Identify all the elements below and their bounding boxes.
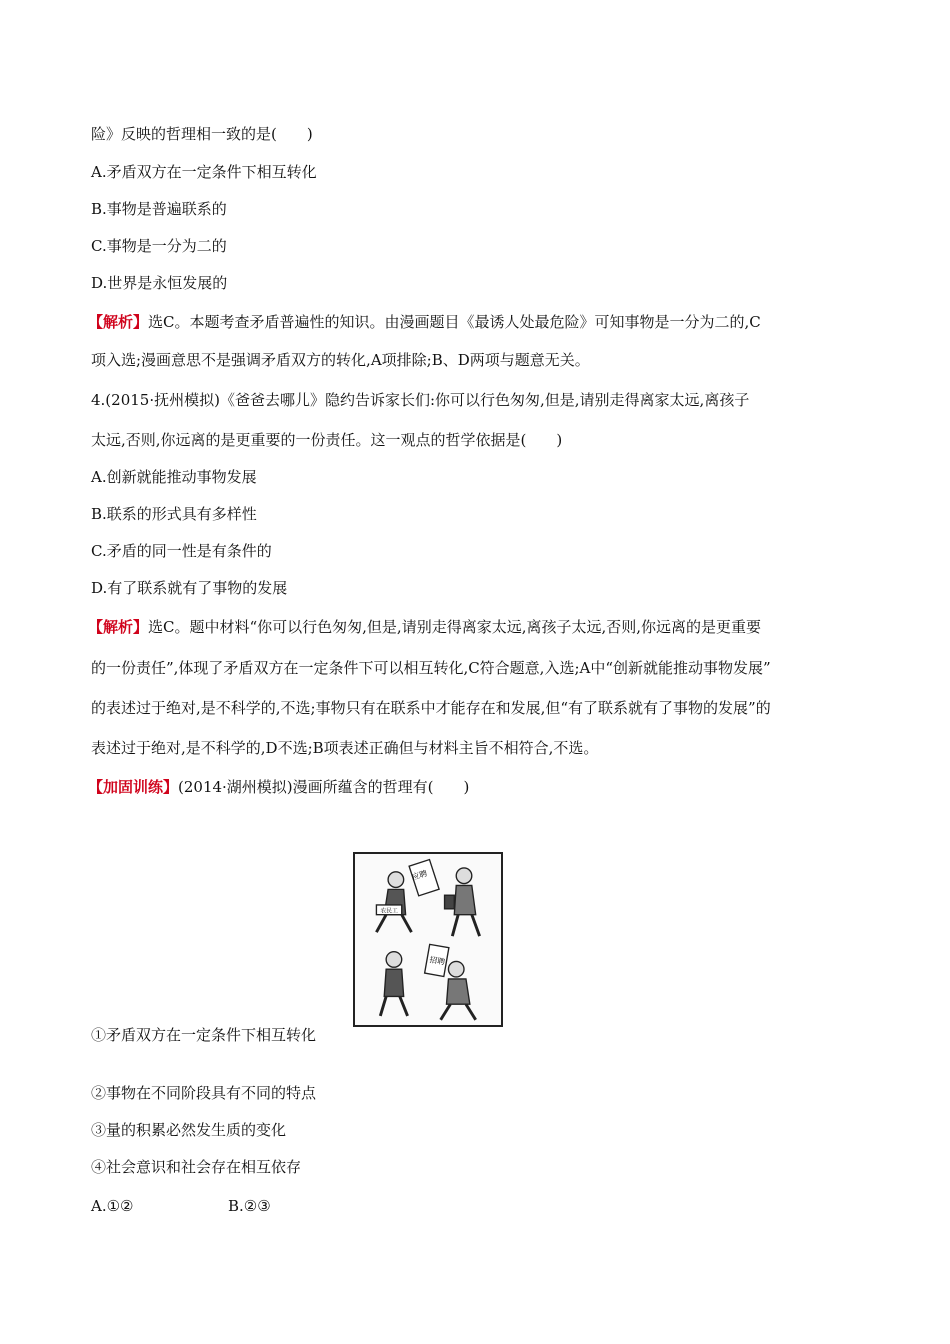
q3-option-b: B.事物是普遍联系的 bbox=[91, 200, 227, 218]
extra-option-b: B.②③ bbox=[228, 1197, 271, 1215]
extra-item-1: ①矛盾双方在一定条件下相互转化 bbox=[91, 1026, 317, 1044]
q3-option-a: A.矛盾双方在一定条件下相互转化 bbox=[91, 163, 317, 181]
q4-option-d: D.有了联系就有了事物的发展 bbox=[91, 579, 288, 597]
q3-option-c: C.事物是一分为二的 bbox=[91, 237, 227, 255]
q4-stem-line-1: 4.(2015·抚州模拟)《爸爸去哪儿》隐约告诉家长们:你可以行色匆匆,但是,请别走得离家太远,离孩子 bbox=[91, 391, 750, 409]
analysis-text: 选C。本题考查矛盾普遍性的知识。由漫画题目《最诱人处最危险》可知事物是一分为二的,C bbox=[148, 313, 761, 331]
sign-top-text: 应聘 bbox=[410, 868, 429, 882]
q3-stem-end: 险》反映的哲理相一致的是( ) bbox=[91, 125, 313, 143]
q4-analysis-line-2: 的一份责任”,体现了矛盾双方在一定条件下可以相互转化,C符合题意,入选;A中“创新就能推动事物发展” bbox=[91, 659, 771, 677]
q4-analysis-line-1 bbox=[88, 617, 761, 637]
extra-option-a: A.①② bbox=[91, 1197, 134, 1215]
cartoon-image bbox=[353, 852, 503, 1027]
analysis-tag: 【解析】 bbox=[88, 313, 149, 331]
q4-stem-line-2: 太远,否则,你远离的是更重要的一份责任。这一观点的哲学依据是( ) bbox=[91, 431, 563, 449]
extra-item-4: ④社会意识和社会存在相互依存 bbox=[91, 1158, 302, 1176]
q3-analysis-line-1 bbox=[88, 312, 761, 332]
q4-option-a: A.创新就能推动事物发展 bbox=[91, 468, 257, 486]
q4-analysis-line-3: 的表述过于绝对,是不科学的,不选;事物只有在联系中才能存在和发展,但“有了联系就有了事物的发展”的 bbox=[91, 699, 771, 717]
analysis-tag: 【解析】 bbox=[88, 618, 149, 636]
analysis-text: 选C。题中材料“你可以行色匆匆,但是,请别走得离家太远,离孩子太远,否则,你远离的是更重要 bbox=[148, 618, 762, 636]
extra-stem-text: (2014·湖州模拟)漫画所蕴含的哲理有( ) bbox=[178, 778, 470, 796]
q3-analysis-line-2: 项入选;漫画意思不是强调矛盾双方的转化,A项排除;B、D两项与题意无关。 bbox=[91, 351, 590, 369]
extra-tag: 【加固训练】 bbox=[88, 778, 179, 796]
q4-analysis-line-4: 表述过于绝对,是不科学的,D不选;B项表述正确但与材料主旨不相符合,不选。 bbox=[91, 739, 599, 757]
top-scene bbox=[376, 860, 479, 937]
extra-item-3: ③量的积累必然发生质的变化 bbox=[91, 1121, 287, 1139]
sign-bottom-text: 招聘 bbox=[428, 955, 446, 967]
q4-option-b: B.联系的形式具有多样性 bbox=[91, 505, 257, 523]
bottom-scene bbox=[380, 944, 475, 1019]
extra-stem bbox=[88, 777, 469, 797]
q3-option-d: D.世界是永恒发展的 bbox=[91, 274, 228, 292]
worker-label: 农民工 bbox=[380, 908, 398, 915]
q4-option-c: C.矛盾的同一性是有条件的 bbox=[91, 542, 272, 560]
extra-item-2: ②事物在不同阶段具有不同的特点 bbox=[91, 1084, 317, 1102]
